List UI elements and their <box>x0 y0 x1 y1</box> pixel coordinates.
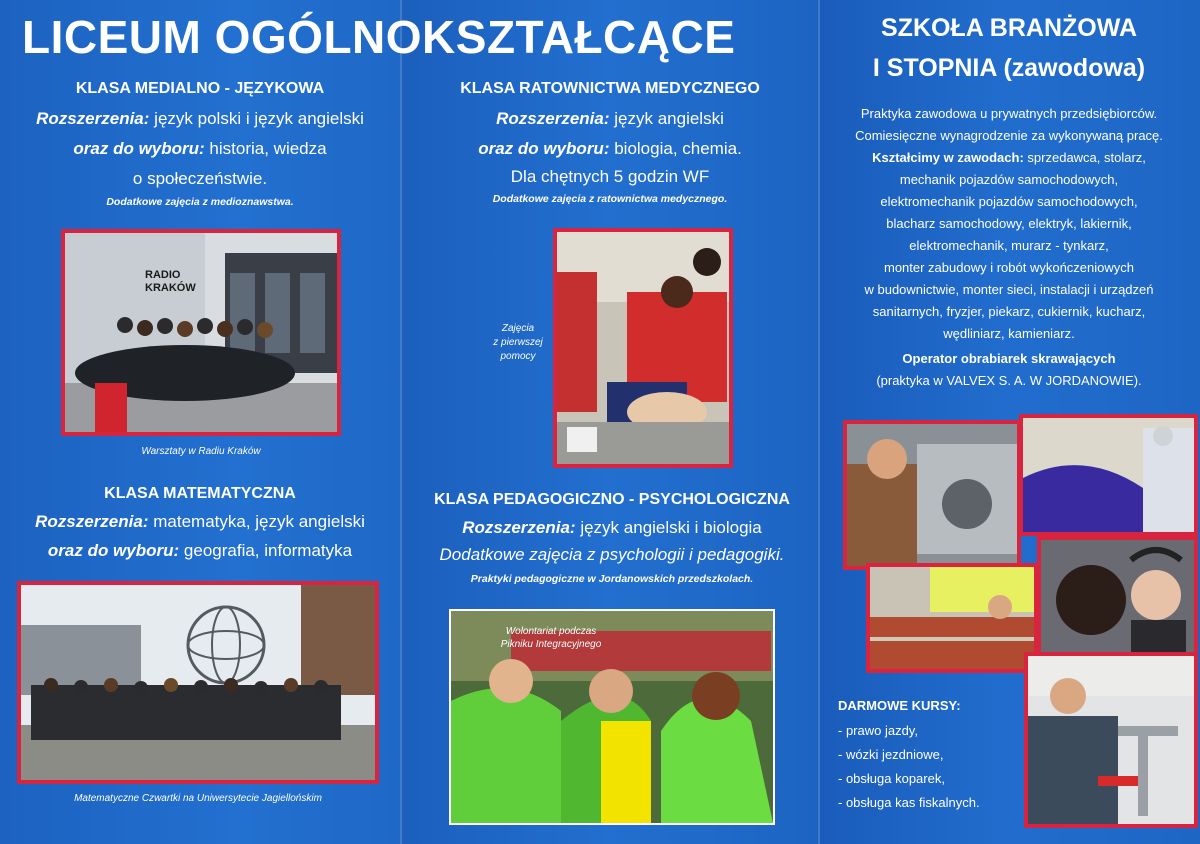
course-item: - prawo jazdy, <box>838 723 918 738</box>
choice-line <box>10 541 390 561</box>
photo-caption-line: Zajęcia <box>501 323 535 334</box>
extra-line: Dla chętnych 5 godzin WF <box>510 167 710 186</box>
choice-line-2: o społeczeństwie. <box>132 169 268 188</box>
branzowa-line: Comiesięczne wynagrodzenie za wykonywaną pracę. <box>855 128 1163 143</box>
photo-hydraulik <box>1024 652 1198 828</box>
professions-line: elektromechanik, murarz - tynkarz, <box>909 238 1109 253</box>
fold-line <box>818 0 820 844</box>
praktyka-line: (praktyka w VALVEX S. A. W JORDANOWIE). <box>876 373 1142 388</box>
photo-radio-krakow <box>61 229 341 436</box>
photo-lakiernik <box>1019 414 1198 536</box>
photo-radio-krakow-image <box>65 233 337 432</box>
photo-uniwersytet <box>17 581 379 784</box>
fold-line <box>400 0 402 844</box>
course-item: - wózki jezdniowe, <box>838 747 944 762</box>
choice-label: oraz do wyboru: <box>478 139 610 158</box>
photo-pierwsza-pomoc-image <box>557 232 729 464</box>
photo-tokarka-image <box>847 424 1017 566</box>
branzowa-line: Praktyka zawodowa u prywatnych przedsiębiorców. <box>860 106 1158 121</box>
photo-murarz <box>866 563 1038 673</box>
extra-note: Praktyki pedagogiczne w Jordanowskich przedszkolach. <box>470 573 754 585</box>
course-item: - obsługa koparek, <box>838 771 945 786</box>
choice-text: biologia, chemia. <box>614 139 742 158</box>
choice-text: geografia, informatyka <box>183 541 353 560</box>
photo-caption-line: z pierwszej <box>493 337 543 348</box>
choice-line <box>10 139 390 159</box>
photo-caption: Matematyczne Czwartki na Uniwersytecie Jagiellońskim <box>74 793 322 804</box>
extra-note: Dodatkowe zajęcia z ratownictwa medycznego. <box>492 193 728 205</box>
extra-line: Dodatkowe zajęcia z psychologii i pedagogiki. <box>439 545 785 564</box>
photo-hydraulik-image <box>1028 656 1194 824</box>
photo-caption <box>481 625 621 651</box>
extension-line <box>412 518 812 538</box>
class-title-ratownictwo: KLASA RATOWNICTWA MEDYCZNEGO <box>460 80 760 97</box>
extension-text: język angielski i biologia <box>580 518 762 537</box>
professions-line: w budownictwie, monter sieci, instalacji i urządzeń <box>864 282 1154 297</box>
class-title-pedagogiczna: KLASA PEDAGOGICZNO - PSYCHOLOGICZNA <box>434 491 790 508</box>
professions-line: sanitarnych, fryzjer, piekarz, cukiernik, kucharz, <box>872 304 1146 319</box>
extension-text: język angielski <box>614 109 724 128</box>
extension-line <box>420 109 800 129</box>
professions-line: blacharz samochodowy, elektryk, lakiernik, <box>886 216 1132 231</box>
photo-caption-line: pomocy <box>500 351 536 362</box>
course-item: - obsługa kas fiskalnych. <box>838 795 980 810</box>
extension-label: Rozszerzenia: <box>35 512 149 531</box>
section-title-branzowa-2: I STOPNIA (zawodowa) <box>872 54 1146 82</box>
extension-label: Rozszerzenia: <box>462 518 576 537</box>
photo-caption-line: Pikniku Integracyjnego <box>500 639 602 650</box>
page-title: LICEUM OGÓLNOKSZTAŁCĄCE <box>22 11 736 63</box>
professions-line: elektromechanik pojazdów samochodowych, <box>880 194 1138 209</box>
photo-uniwersytet-image <box>21 585 375 780</box>
extra-note: Dodatkowe zajęcia z medioznawstwa. <box>106 196 294 208</box>
photo-caption: Warsztaty w Radiu Kraków <box>141 446 261 457</box>
photo-lakiernik-image <box>1023 418 1194 532</box>
extension-label: Rozszerzenia: <box>496 109 610 128</box>
class-title-medialno: KLASA MEDIALNO - JĘZYKOWA <box>75 80 325 97</box>
courses-title: DARMOWE KURSY: <box>838 698 961 713</box>
photo-fryzjer-image <box>1041 540 1194 669</box>
extension-label: Rozszerzenia: <box>36 109 150 128</box>
extension-text: matematyka, język angielski <box>153 512 365 531</box>
choice-label: oraz do wyboru: <box>73 139 205 158</box>
professions-line: wędliniarz, kamieniarz. <box>943 326 1075 341</box>
photo-caption-line: Wolontariat podczas <box>505 626 597 637</box>
operator-line: Operator obrabiarek skrawających <box>902 351 1116 366</box>
extension-line <box>10 512 390 532</box>
photo-pierwsza-pomoc <box>553 228 733 468</box>
photo-murarz-image <box>870 567 1034 669</box>
choice-line <box>420 139 800 159</box>
choice-label: oraz do wyboru: <box>47 541 180 560</box>
photo-tokarka <box>843 420 1021 570</box>
professions-line: mechanik pojazdów samochodowych, <box>899 172 1119 187</box>
class-title-matematyczna: KLASA MATEMATYCZNA <box>104 485 296 502</box>
professions-text: sprzedawca, stolarz, <box>1027 150 1146 165</box>
professions-line: monter zabudowy i robót wykończeniowych <box>883 260 1134 275</box>
extension-text: język polski i język angielski <box>154 109 364 128</box>
professions-label: Kształcimy w zawodach: <box>872 150 1024 165</box>
section-title-branzowa-1: SZKOŁA BRANŻOWA <box>881 14 1137 42</box>
radio-krakow-sign: RADIO KRAKÓW <box>145 269 196 294</box>
choice-text: historia, wiedza <box>209 139 327 158</box>
extension-line <box>10 109 390 129</box>
professions-line <box>822 150 1196 165</box>
photo-caption <box>478 322 558 364</box>
photo-wolontariat <box>449 609 775 825</box>
